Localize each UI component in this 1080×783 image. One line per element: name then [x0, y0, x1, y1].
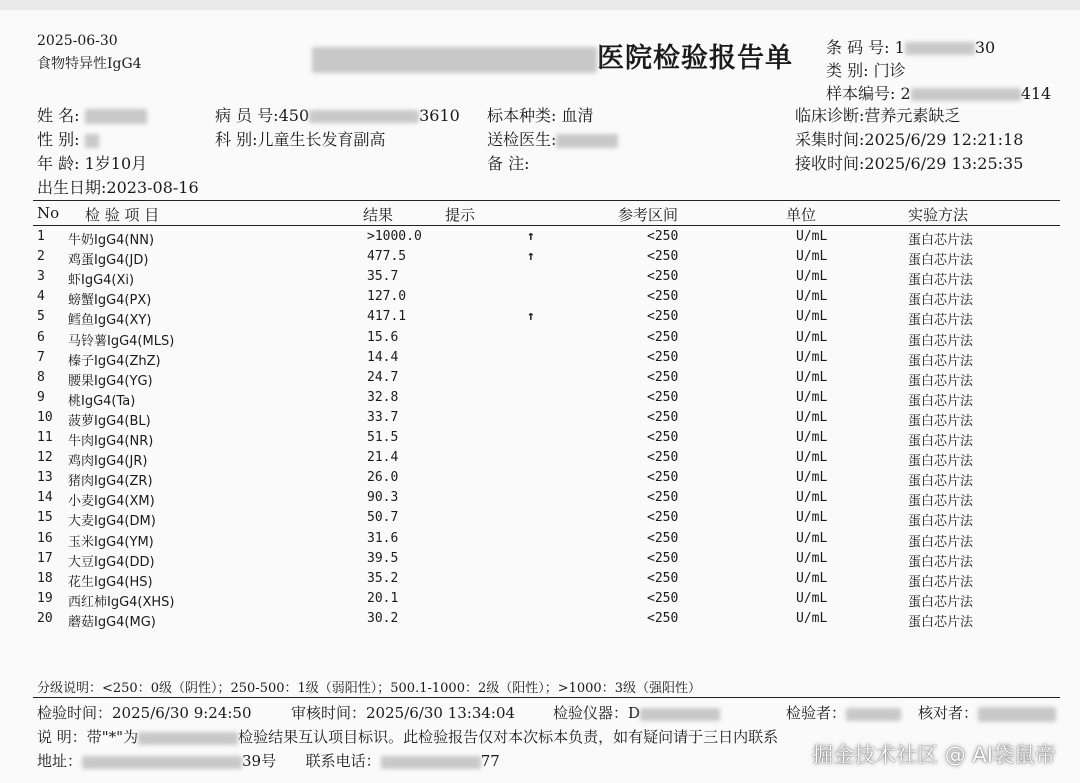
row-method: 蛋白芯片法 — [908, 534, 974, 550]
row-unit: U/mL — [796, 389, 828, 405]
row-method: 蛋白芯片法 — [908, 494, 974, 510]
row-item: 虾IgG4(Xi) — [68, 273, 135, 289]
row-ref: <250 — [647, 550, 679, 566]
row-no: 1 — [37, 229, 45, 244]
table-row — [0, 571, 1080, 591]
age-label: 年 龄: — [37, 154, 80, 173]
collect-label: 采集时间: — [795, 130, 865, 149]
dept-row — [215, 127, 386, 150]
row-unit: U/mL — [796, 329, 828, 345]
test-name: 食物特异性IgG4 — [37, 56, 142, 72]
row-result: 15.6 — [367, 329, 399, 345]
row-no: 20 — [37, 610, 53, 626]
instrument-start: D — [628, 704, 641, 722]
row-method: 蛋白芯片法 — [908, 434, 974, 449]
table-row — [0, 309, 1080, 329]
row-ref: <250 — [647, 289, 679, 305]
diagnosis-row — [795, 103, 960, 126]
row-item: 蘑菇IgG4(MG) — [68, 614, 156, 630]
barcode-label: 条 码 号: — [826, 38, 890, 57]
page-top-band — [0, 0, 1080, 10]
row-method: 蛋白芯片法 — [908, 373, 974, 389]
row-no: 16 — [37, 530, 53, 546]
row-no: 10 — [37, 409, 53, 425]
diagnosis-value: 营养元素缺乏 — [864, 106, 961, 125]
table-row — [0, 269, 1080, 289]
test-time — [37, 702, 252, 723]
remark-row — [487, 151, 529, 174]
row-result: 14.4 — [367, 349, 399, 365]
grading-note: 分级说明：<250：0级（阴性）；250-500：1级（弱阳性）；500.1-1000：2级（阳性）；>1000：3级（强阳性） — [37, 681, 701, 696]
row-no: 8 — [37, 369, 45, 385]
table-row — [0, 289, 1080, 309]
row-unit: U/mL — [796, 570, 828, 586]
row-item: 花生IgG4(HS) — [68, 574, 153, 590]
receive-row — [795, 151, 1023, 174]
row-item: 猪肉IgG4(ZR) — [68, 474, 153, 490]
table-row — [0, 591, 1080, 611]
patient-no-start: 450 — [278, 106, 310, 125]
row-result: 24.7 — [367, 369, 399, 385]
instrument — [553, 702, 720, 723]
row-no: 18 — [37, 570, 53, 586]
row-method: 蛋白芯片法 — [908, 253, 974, 269]
patient-no-row — [215, 103, 460, 126]
row-ref: <250 — [647, 490, 679, 506]
row-no: 2 — [37, 249, 45, 265]
row-unit: U/mL — [796, 550, 828, 566]
watermark: 掘金技术社区 @ AI袋鼠帝 — [812, 743, 1056, 767]
barcode-start: 1 — [894, 38, 905, 57]
row-item: 大麦IgG4(DM) — [68, 514, 156, 530]
row-result: 21.4 — [367, 450, 399, 466]
col-head-no: No — [37, 204, 60, 222]
review-time — [291, 702, 515, 723]
dept-label: 科 别: — [215, 130, 258, 149]
barcode-row — [826, 35, 995, 58]
row-ref: <250 — [647, 229, 679, 244]
row-no: 17 — [37, 550, 53, 566]
footer-rule — [33, 697, 1060, 698]
row-unit: U/mL — [796, 369, 828, 385]
row-no: 5 — [37, 309, 45, 325]
sample-label: 样本编号: — [826, 84, 896, 103]
row-result: 50.7 — [367, 510, 399, 526]
table-row — [0, 229, 1080, 249]
row-no: 19 — [37, 590, 53, 606]
collect-value: 2025/6/29 12:21:18 — [864, 130, 1024, 149]
row-ref: <250 — [647, 430, 679, 445]
row-result: 51.5 — [367, 430, 399, 445]
row-unit: U/mL — [796, 269, 828, 285]
row-hint: ↑ — [527, 249, 535, 265]
redacted-block — [138, 732, 238, 745]
row-method: 蛋白芯片法 — [908, 594, 974, 610]
row-unit: U/mL — [796, 289, 828, 305]
row-unit: U/mL — [796, 249, 828, 265]
row-item: 菠萝IgG4(BL) — [68, 413, 151, 429]
row-unit: U/mL — [796, 450, 828, 466]
review-time-value: 2025/6/30 13:34:04 — [366, 704, 516, 722]
row-item: 马铃薯IgG4(MLS) — [68, 333, 175, 349]
specimen-row — [487, 103, 594, 126]
row-ref: <250 — [647, 349, 679, 365]
table-row — [0, 531, 1080, 551]
row-method: 蛋白芯片法 — [908, 273, 974, 289]
row-method: 蛋白芯片法 — [908, 393, 974, 409]
table-row — [0, 490, 1080, 510]
row-method: 蛋白芯片法 — [908, 333, 974, 349]
table-row — [0, 430, 1080, 450]
table-row — [0, 450, 1080, 470]
row-method: 蛋白芯片法 — [908, 514, 974, 530]
row-hint: ↑ — [527, 309, 535, 325]
row-method: 蛋白芯片法 — [908, 233, 974, 248]
row-ref: <250 — [647, 329, 679, 345]
row-no: 11 — [37, 430, 53, 445]
row-unit: U/mL — [796, 409, 828, 425]
barcode-end: 30 — [974, 38, 996, 57]
row-method: 蛋白芯片法 — [908, 313, 974, 329]
col-head-result: 结果 — [363, 206, 394, 224]
row-item: 牛肉IgG4(NR) — [68, 434, 154, 449]
table-row — [0, 510, 1080, 530]
table-row — [0, 470, 1080, 490]
patient-no-label: 病 员 号: — [215, 106, 279, 125]
row-item: 西红柿IgG4(XHS) — [68, 594, 175, 610]
row-item: 螃蟹IgG4(PX) — [68, 293, 152, 309]
redacted-block — [978, 707, 1056, 722]
redacted-block — [905, 42, 975, 55]
row-result: 33.7 — [367, 409, 399, 425]
row-item: 玉米IgG4(YM) — [68, 534, 154, 550]
patient-no-end: 3610 — [419, 106, 460, 125]
row-result: 477.5 — [367, 249, 407, 265]
row-result: 39.5 — [367, 550, 399, 566]
tester — [786, 702, 901, 723]
note-line — [37, 726, 778, 747]
table-top-rule — [33, 200, 1060, 201]
instrument-label: 检验仪器： — [553, 704, 629, 722]
row-no: 12 — [37, 450, 53, 466]
checker — [918, 702, 1056, 723]
doctor-row — [487, 127, 618, 150]
specimen-label: 标本种类: — [487, 106, 557, 125]
row-unit: U/mL — [796, 490, 828, 506]
redacted-block — [82, 756, 242, 769]
checker-label: 核对者： — [918, 704, 979, 722]
row-unit: U/mL — [796, 430, 828, 445]
note-label: 说 明： — [37, 728, 87, 746]
col-head-hint: 提示 — [445, 206, 476, 224]
table-row — [0, 551, 1080, 571]
row-unit: U/mL — [796, 510, 828, 526]
sex-label: 性 别: — [37, 130, 80, 149]
row-unit: U/mL — [796, 309, 828, 325]
row-no: 9 — [37, 389, 45, 405]
note-end: 检验结果互认项目标识。此检验报告仅对本次标本负责，如有疑问请于三日内联系 — [238, 728, 779, 746]
redacted-block — [85, 109, 147, 124]
note-start: 带"*"为 — [86, 728, 139, 746]
row-ref: <250 — [647, 610, 679, 626]
birth-value: 2023-08-16 — [106, 178, 199, 197]
row-method: 蛋白芯片法 — [908, 353, 974, 369]
category-label: 类 别: — [826, 61, 869, 80]
table-row — [0, 390, 1080, 410]
age-value: 1岁10月 — [84, 154, 148, 173]
row-item: 桃IgG4(Ta) — [68, 393, 136, 409]
row-method: 蛋白芯片法 — [908, 413, 974, 429]
col-head-method: 实验方法 — [908, 206, 969, 224]
table-row — [0, 410, 1080, 430]
col-head-item: 检 验 项 目 — [85, 206, 160, 224]
row-result: 127.0 — [367, 289, 407, 305]
row-item: 鸡蛋IgG4(JD) — [68, 253, 149, 269]
row-no: 6 — [37, 329, 45, 345]
row-ref: <250 — [647, 309, 679, 325]
row-unit: U/mL — [796, 590, 828, 606]
row-item: 鳕鱼IgG4(XY) — [68, 313, 152, 329]
address-line — [37, 750, 500, 771]
row-no: 7 — [37, 349, 45, 365]
row-result: 90.3 — [367, 490, 399, 506]
report-title — [312, 36, 793, 75]
name-label: 姓 名: — [37, 106, 80, 125]
row-result: 20.1 — [367, 590, 399, 606]
row-item: 腰果IgG4(YG) — [68, 373, 153, 389]
row-unit: U/mL — [796, 470, 828, 486]
row-unit: U/mL — [796, 229, 828, 244]
report-date: 2025-06-30 — [37, 33, 118, 49]
row-ref: <250 — [647, 590, 679, 606]
row-no: 3 — [37, 269, 45, 285]
row-result: 35.2 — [367, 570, 399, 586]
patient-sex-row — [37, 127, 99, 150]
sample-row — [826, 81, 1051, 104]
row-result: 26.0 — [367, 470, 399, 486]
row-result: 417.1 — [367, 309, 407, 325]
row-ref: <250 — [647, 249, 679, 265]
address-label: 地址： — [37, 752, 83, 770]
row-hint: ↑ — [527, 229, 535, 244]
category-value: 门诊 — [873, 61, 906, 80]
row-method: 蛋白芯片法 — [908, 454, 974, 470]
row-ref: <250 — [647, 470, 679, 486]
table-row — [0, 611, 1080, 631]
review-time-label: 审核时间： — [291, 704, 367, 722]
row-item: 榛子IgG4(ZhZ) — [68, 353, 161, 369]
doctor-label: 送检医生: — [487, 130, 557, 149]
table-row — [0, 350, 1080, 370]
row-no: 13 — [37, 470, 53, 486]
redacted-block — [381, 756, 481, 769]
test-time-label: 检验时间： — [37, 704, 113, 722]
table-row — [0, 370, 1080, 390]
receive-label: 接收时间: — [795, 154, 865, 173]
row-ref: <250 — [647, 369, 679, 385]
tester-label: 检验者： — [786, 704, 847, 722]
row-method: 蛋白芯片法 — [908, 554, 974, 570]
diagnosis-label: 临床诊断: — [795, 106, 865, 125]
row-result: 35.7 — [367, 269, 399, 285]
table-row — [0, 249, 1080, 269]
row-ref: <250 — [647, 570, 679, 586]
row-method: 蛋白芯片法 — [908, 614, 974, 630]
redacted-block — [911, 88, 1021, 101]
col-head-unit: 单位 — [786, 206, 817, 224]
table-header-rule — [33, 225, 1060, 226]
row-no: 15 — [37, 510, 53, 526]
test-time-value: 2025/6/30 9:24:50 — [112, 704, 252, 722]
row-method: 蛋白芯片法 — [908, 293, 974, 309]
redacted-block — [85, 134, 99, 148]
redacted-block — [556, 134, 618, 148]
address-end: 39号 — [242, 752, 277, 770]
row-ref: <250 — [647, 450, 679, 466]
row-no: 4 — [37, 289, 45, 305]
remark-label: 备 注: — [487, 154, 530, 173]
col-head-ref: 参考区间 — [618, 206, 679, 224]
row-ref: <250 — [647, 510, 679, 526]
patient-name-row — [37, 103, 147, 126]
row-item: 大豆IgG4(DD) — [68, 554, 155, 570]
row-result: 32.8 — [367, 389, 399, 405]
redacted-block — [846, 708, 901, 721]
row-item: 小麦IgG4(XM) — [68, 494, 155, 510]
row-unit: U/mL — [796, 349, 828, 365]
row-item: 牛奶IgG4(NN) — [68, 233, 155, 248]
sample-start: 2 — [900, 84, 911, 103]
hospital-name-redacted — [312, 47, 597, 73]
row-unit: U/mL — [796, 530, 828, 546]
title-suffix: 医院检验报告单 — [597, 43, 793, 74]
row-ref: <250 — [647, 409, 679, 425]
row-result: >1000.0 — [367, 229, 422, 244]
receive-value: 2025/6/29 13:25:35 — [864, 154, 1024, 173]
row-method: 蛋白芯片法 — [908, 474, 974, 490]
redacted-block — [640, 708, 720, 721]
sample-end: 414 — [1020, 84, 1052, 103]
redacted-block — [309, 110, 419, 123]
row-item: 鸡肉IgG4(JR) — [68, 454, 148, 470]
patient-birth-row — [37, 175, 199, 198]
row-unit: U/mL — [796, 610, 828, 626]
table-row — [0, 330, 1080, 350]
phone-label: 联系电话： — [305, 752, 381, 770]
row-result: 30.2 — [367, 610, 399, 626]
birth-label: 出生日期: — [37, 178, 107, 197]
patient-age-row — [37, 151, 147, 174]
dept-value: 儿童生长发育副高 — [257, 130, 386, 149]
row-result: 31.6 — [367, 530, 399, 546]
row-ref: <250 — [647, 530, 679, 546]
row-no: 14 — [37, 490, 53, 506]
row-ref: <250 — [647, 269, 679, 285]
phone-end: 77 — [480, 752, 500, 770]
row-ref: <250 — [647, 389, 679, 405]
category-row — [826, 58, 906, 81]
row-method: 蛋白芯片法 — [908, 574, 974, 590]
collect-row — [795, 127, 1023, 150]
specimen-value: 血清 — [561, 106, 594, 125]
